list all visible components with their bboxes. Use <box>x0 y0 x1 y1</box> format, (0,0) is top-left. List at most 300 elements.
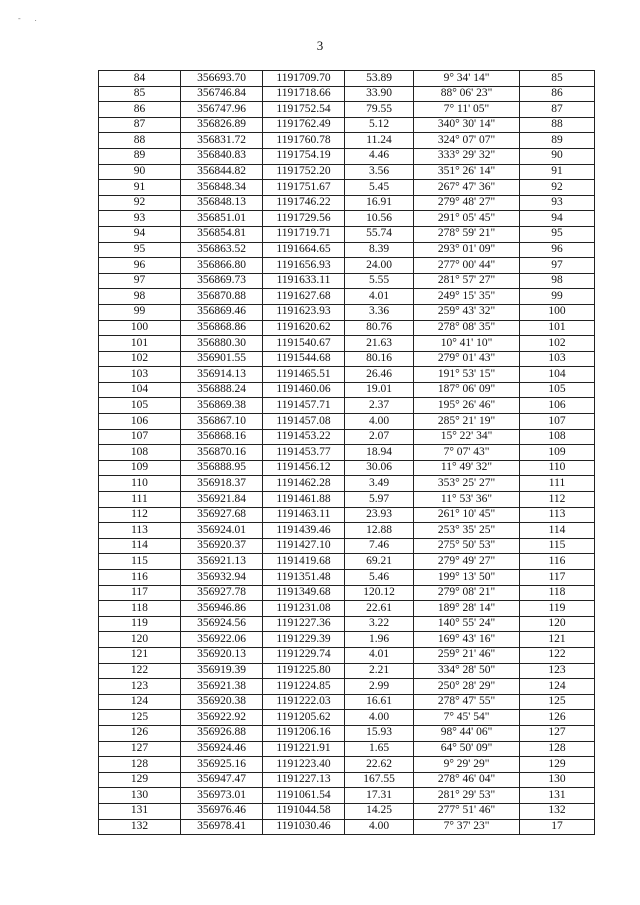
length-cell: 167.55 <box>345 772 414 788</box>
table-row <box>99 445 595 461</box>
x-coordinate-cell: 356747.96 <box>181 102 263 118</box>
y-coordinate-cell: 1191227.13 <box>263 772 345 788</box>
length-cell: 33.90 <box>345 86 414 102</box>
y-coordinate-cell: 1191633.11 <box>263 273 345 289</box>
length-cell: 14.25 <box>345 803 414 819</box>
next-point-cell: 131 <box>520 788 595 804</box>
bearing-cell: 88° 06' 23" <box>414 86 520 102</box>
table-row <box>99 585 595 601</box>
x-coordinate-cell: 356870.88 <box>181 289 263 305</box>
table-row <box>99 71 595 87</box>
y-coordinate-cell: 1191456.12 <box>263 460 345 476</box>
point-number-cell: 103 <box>99 367 181 383</box>
point-number-cell: 125 <box>99 710 181 726</box>
table-row <box>99 351 595 367</box>
x-coordinate-cell: 356848.34 <box>181 180 263 196</box>
next-point-cell: 105 <box>520 382 595 398</box>
y-coordinate-cell: 1191627.68 <box>263 289 345 305</box>
next-point-cell: 104 <box>520 367 595 383</box>
next-point-cell: 114 <box>520 523 595 539</box>
bearing-cell: 275° 50' 53" <box>414 538 520 554</box>
scan-corner-mark: - . <box>18 14 43 23</box>
table-row <box>99 211 595 227</box>
table-row <box>99 694 595 710</box>
y-coordinate-cell: 1191205.62 <box>263 710 345 726</box>
next-point-cell: 87 <box>520 102 595 118</box>
bearing-cell: 277° 51' 46" <box>414 803 520 819</box>
next-point-cell: 101 <box>520 320 595 336</box>
table-row <box>99 663 595 679</box>
table-row <box>99 320 595 336</box>
bearing-cell: 7° 11' 05" <box>414 102 520 118</box>
x-coordinate-cell: 356870.16 <box>181 445 263 461</box>
y-coordinate-cell: 1191221.91 <box>263 741 345 757</box>
point-number-cell: 108 <box>99 445 181 461</box>
bearing-cell: 169° 43' 16" <box>414 632 520 648</box>
point-number-cell: 130 <box>99 788 181 804</box>
length-cell: 3.56 <box>345 164 414 180</box>
y-coordinate-cell: 1191540.67 <box>263 336 345 352</box>
next-point-cell: 116 <box>520 554 595 570</box>
y-coordinate-cell: 1191718.66 <box>263 86 345 102</box>
next-point-cell: 111 <box>520 476 595 492</box>
x-coordinate-cell: 356926.88 <box>181 725 263 741</box>
next-point-cell: 125 <box>520 694 595 710</box>
next-point-cell: 120 <box>520 616 595 632</box>
length-cell: 7.46 <box>345 538 414 554</box>
y-coordinate-cell: 1191229.39 <box>263 632 345 648</box>
bearing-cell: 277° 00' 44" <box>414 258 520 274</box>
length-cell: 26.46 <box>345 367 414 383</box>
next-point-cell: 94 <box>520 211 595 227</box>
next-point-cell: 123 <box>520 663 595 679</box>
bearing-cell: 140° 55' 24" <box>414 616 520 632</box>
table-row <box>99 226 595 242</box>
table-row <box>99 460 595 476</box>
bearing-cell: 267° 47' 36" <box>414 180 520 196</box>
table-row <box>99 725 595 741</box>
next-point-cell: 110 <box>520 460 595 476</box>
x-coordinate-cell: 356924.56 <box>181 616 263 632</box>
point-number-cell: 106 <box>99 414 181 430</box>
next-point-cell: 118 <box>520 585 595 601</box>
y-coordinate-cell: 1191439.46 <box>263 523 345 539</box>
point-number-cell: 131 <box>99 803 181 819</box>
point-number-cell: 123 <box>99 679 181 695</box>
bearing-cell: 293° 01' 09" <box>414 242 520 258</box>
table-row <box>99 133 595 149</box>
next-point-cell: 127 <box>520 725 595 741</box>
coordinates-table-body <box>99 71 595 835</box>
y-coordinate-cell: 1191462.28 <box>263 476 345 492</box>
x-coordinate-cell: 356868.86 <box>181 320 263 336</box>
y-coordinate-cell: 1191030.46 <box>263 819 345 835</box>
x-coordinate-cell: 356854.81 <box>181 226 263 242</box>
x-coordinate-cell: 356918.37 <box>181 476 263 492</box>
point-number-cell: 107 <box>99 429 181 445</box>
bearing-cell: 279° 49' 27" <box>414 554 520 570</box>
y-coordinate-cell: 1191427.10 <box>263 538 345 554</box>
bearing-cell: 340° 30' 14" <box>414 117 520 133</box>
bearing-cell: 278° 46' 04" <box>414 772 520 788</box>
bearing-cell: 195° 26' 46" <box>414 398 520 414</box>
point-number-cell: 93 <box>99 211 181 227</box>
y-coordinate-cell: 1191453.22 <box>263 429 345 445</box>
y-coordinate-cell: 1191746.22 <box>263 195 345 211</box>
bearing-cell: 189° 28' 14" <box>414 601 520 617</box>
bearing-cell: 7° 45' 54" <box>414 710 520 726</box>
next-point-cell: 109 <box>520 445 595 461</box>
y-coordinate-cell: 1191465.51 <box>263 367 345 383</box>
length-cell: 79.55 <box>345 102 414 118</box>
point-number-cell: 92 <box>99 195 181 211</box>
y-coordinate-cell: 1191457.08 <box>263 414 345 430</box>
next-point-cell: 97 <box>520 258 595 274</box>
x-coordinate-cell: 356880.30 <box>181 336 263 352</box>
point-number-cell: 102 <box>99 351 181 367</box>
length-cell: 55.74 <box>345 226 414 242</box>
coordinates-table <box>98 70 595 835</box>
x-coordinate-cell: 356920.37 <box>181 538 263 554</box>
next-point-cell: 88 <box>520 117 595 133</box>
point-number-cell: 90 <box>99 164 181 180</box>
y-coordinate-cell: 1191229.74 <box>263 647 345 663</box>
bearing-cell: 334° 28' 50" <box>414 663 520 679</box>
y-coordinate-cell: 1191351.48 <box>263 570 345 586</box>
point-number-cell: 126 <box>99 725 181 741</box>
x-coordinate-cell: 356844.82 <box>181 164 263 180</box>
point-number-cell: 97 <box>99 273 181 289</box>
bearing-cell: 9° 34' 14" <box>414 71 520 87</box>
y-coordinate-cell: 1191544.68 <box>263 351 345 367</box>
table-row <box>99 336 595 352</box>
x-coordinate-cell: 356978.41 <box>181 819 263 835</box>
bearing-cell: 279° 08' 21" <box>414 585 520 601</box>
x-coordinate-cell: 356826.89 <box>181 117 263 133</box>
x-coordinate-cell: 356863.52 <box>181 242 263 258</box>
point-number-cell: 87 <box>99 117 181 133</box>
table-row <box>99 242 595 258</box>
bearing-cell: 253° 35' 25" <box>414 523 520 539</box>
table-row <box>99 476 595 492</box>
table-row <box>99 741 595 757</box>
table-row <box>99 289 595 305</box>
x-coordinate-cell: 356867.10 <box>181 414 263 430</box>
length-cell: 10.56 <box>345 211 414 227</box>
bearing-cell: 333° 29' 32" <box>414 148 520 164</box>
next-point-cell: 132 <box>520 803 595 819</box>
point-number-cell: 94 <box>99 226 181 242</box>
y-coordinate-cell: 1191225.80 <box>263 663 345 679</box>
point-number-cell: 111 <box>99 492 181 508</box>
point-number-cell: 104 <box>99 382 181 398</box>
x-coordinate-cell: 356932.94 <box>181 570 263 586</box>
next-point-cell: 95 <box>520 226 595 242</box>
y-coordinate-cell: 1191206.16 <box>263 725 345 741</box>
next-point-cell: 85 <box>520 71 595 87</box>
next-point-cell: 103 <box>520 351 595 367</box>
y-coordinate-cell: 1191044.58 <box>263 803 345 819</box>
length-cell: 24.00 <box>345 258 414 274</box>
y-coordinate-cell: 1191457.71 <box>263 398 345 414</box>
length-cell: 30.06 <box>345 460 414 476</box>
next-point-cell: 115 <box>520 538 595 554</box>
y-coordinate-cell: 1191349.68 <box>263 585 345 601</box>
bearing-cell: 249° 15' 35" <box>414 289 520 305</box>
next-point-cell: 119 <box>520 601 595 617</box>
bearing-cell: 261° 10' 45" <box>414 507 520 523</box>
x-coordinate-cell: 356869.46 <box>181 304 263 320</box>
table-row <box>99 616 595 632</box>
next-point-cell: 108 <box>520 429 595 445</box>
length-cell: 8.39 <box>345 242 414 258</box>
point-number-cell: 84 <box>99 71 181 87</box>
length-cell: 120.12 <box>345 585 414 601</box>
x-coordinate-cell: 356920.13 <box>181 647 263 663</box>
point-number-cell: 91 <box>99 180 181 196</box>
point-number-cell: 109 <box>99 460 181 476</box>
x-coordinate-cell: 356925.16 <box>181 757 263 773</box>
point-number-cell: 105 <box>99 398 181 414</box>
x-coordinate-cell: 356851.01 <box>181 211 263 227</box>
length-cell: 5.55 <box>345 273 414 289</box>
next-point-cell: 100 <box>520 304 595 320</box>
y-coordinate-cell: 1191453.77 <box>263 445 345 461</box>
bearing-cell: 278° 59' 21" <box>414 226 520 242</box>
bearing-cell: 291° 05' 45" <box>414 211 520 227</box>
length-cell: 4.00 <box>345 710 414 726</box>
x-coordinate-cell: 356921.84 <box>181 492 263 508</box>
table-row <box>99 507 595 523</box>
point-number-cell: 98 <box>99 289 181 305</box>
length-cell: 3.22 <box>345 616 414 632</box>
x-coordinate-cell: 356927.78 <box>181 585 263 601</box>
point-number-cell: 116 <box>99 570 181 586</box>
x-coordinate-cell: 356927.68 <box>181 507 263 523</box>
next-point-cell: 91 <box>520 164 595 180</box>
x-coordinate-cell: 356973.01 <box>181 788 263 804</box>
x-coordinate-cell: 356921.38 <box>181 679 263 695</box>
y-coordinate-cell: 1191463.11 <box>263 507 345 523</box>
y-coordinate-cell: 1191460.06 <box>263 382 345 398</box>
table-row <box>99 710 595 726</box>
length-cell: 22.61 <box>345 601 414 617</box>
bearing-cell: 279° 01' 43" <box>414 351 520 367</box>
next-point-cell: 17 <box>520 819 595 835</box>
table-row <box>99 554 595 570</box>
table-row <box>99 304 595 320</box>
x-coordinate-cell: 356919.39 <box>181 663 263 679</box>
table-row <box>99 414 595 430</box>
next-point-cell: 107 <box>520 414 595 430</box>
table-row <box>99 180 595 196</box>
point-number-cell: 120 <box>99 632 181 648</box>
y-coordinate-cell: 1191061.54 <box>263 788 345 804</box>
table-row <box>99 679 595 695</box>
next-point-cell: 106 <box>520 398 595 414</box>
point-number-cell: 95 <box>99 242 181 258</box>
bearing-cell: 285° 21' 19" <box>414 414 520 430</box>
x-coordinate-cell: 356922.92 <box>181 710 263 726</box>
bearing-cell: 278° 08' 35" <box>414 320 520 336</box>
y-coordinate-cell: 1191224.85 <box>263 679 345 695</box>
length-cell: 18.94 <box>345 445 414 461</box>
bearing-cell: 353° 25' 27" <box>414 476 520 492</box>
x-coordinate-cell: 356947.47 <box>181 772 263 788</box>
bearing-cell: 199° 13' 50" <box>414 570 520 586</box>
y-coordinate-cell: 1191222.03 <box>263 694 345 710</box>
point-number-cell: 88 <box>99 133 181 149</box>
point-number-cell: 89 <box>99 148 181 164</box>
point-number-cell: 112 <box>99 507 181 523</box>
y-coordinate-cell: 1191752.20 <box>263 164 345 180</box>
point-number-cell: 96 <box>99 258 181 274</box>
table-row <box>99 788 595 804</box>
bearing-cell: 324° 07' 07" <box>414 133 520 149</box>
x-coordinate-cell: 356888.95 <box>181 460 263 476</box>
x-coordinate-cell: 356869.73 <box>181 273 263 289</box>
x-coordinate-cell: 356920.38 <box>181 694 263 710</box>
bearing-cell: 250° 28' 29" <box>414 679 520 695</box>
x-coordinate-cell: 356848.13 <box>181 195 263 211</box>
point-number-cell: 132 <box>99 819 181 835</box>
length-cell: 12.88 <box>345 523 414 539</box>
length-cell: 80.16 <box>345 351 414 367</box>
table-row <box>99 819 595 835</box>
bearing-cell: 64° 50' 09" <box>414 741 520 757</box>
bearing-cell: 191° 53' 15" <box>414 367 520 383</box>
bearing-cell: 279° 48' 27" <box>414 195 520 211</box>
table-row <box>99 164 595 180</box>
length-cell: 5.45 <box>345 180 414 196</box>
length-cell: 17.31 <box>345 788 414 804</box>
length-cell: 4.00 <box>345 414 414 430</box>
y-coordinate-cell: 1191754.19 <box>263 148 345 164</box>
next-point-cell: 126 <box>520 710 595 726</box>
length-cell: 4.00 <box>345 819 414 835</box>
next-point-cell: 98 <box>520 273 595 289</box>
next-point-cell: 86 <box>520 86 595 102</box>
length-cell: 4.01 <box>345 289 414 305</box>
x-coordinate-cell: 356831.72 <box>181 133 263 149</box>
y-coordinate-cell: 1191751.67 <box>263 180 345 196</box>
point-number-cell: 122 <box>99 663 181 679</box>
point-number-cell: 117 <box>99 585 181 601</box>
bearing-cell: 351° 26' 14" <box>414 164 520 180</box>
bearing-cell: 259° 43' 32" <box>414 304 520 320</box>
length-cell: 4.01 <box>345 647 414 663</box>
x-coordinate-cell: 356924.46 <box>181 741 263 757</box>
table-row <box>99 258 595 274</box>
length-cell: 22.62 <box>345 757 414 773</box>
point-number-cell: 121 <box>99 647 181 663</box>
point-number-cell: 119 <box>99 616 181 632</box>
length-cell: 5.97 <box>345 492 414 508</box>
length-cell: 5.12 <box>345 117 414 133</box>
bearing-cell: 281° 29' 53" <box>414 788 520 804</box>
length-cell: 16.91 <box>345 195 414 211</box>
table-row <box>99 538 595 554</box>
length-cell: 2.37 <box>345 398 414 414</box>
next-point-cell: 130 <box>520 772 595 788</box>
table-row <box>99 102 595 118</box>
length-cell: 1.96 <box>345 632 414 648</box>
table-row <box>99 803 595 819</box>
table-row <box>99 86 595 102</box>
y-coordinate-cell: 1191227.36 <box>263 616 345 632</box>
table-row <box>99 601 595 617</box>
length-cell: 3.36 <box>345 304 414 320</box>
next-point-cell: 112 <box>520 492 595 508</box>
table-row <box>99 273 595 289</box>
bearing-cell: 11° 53' 36" <box>414 492 520 508</box>
table-row <box>99 429 595 445</box>
y-coordinate-cell: 1191719.71 <box>263 226 345 242</box>
table-row <box>99 632 595 648</box>
length-cell: 53.89 <box>345 71 414 87</box>
table-row <box>99 523 595 539</box>
bearing-cell: 11° 49' 32" <box>414 460 520 476</box>
length-cell: 69.21 <box>345 554 414 570</box>
y-coordinate-cell: 1191623.93 <box>263 304 345 320</box>
length-cell: 23.93 <box>345 507 414 523</box>
next-point-cell: 124 <box>520 679 595 695</box>
table-row <box>99 757 595 773</box>
length-cell: 2.99 <box>345 679 414 695</box>
table-row <box>99 148 595 164</box>
y-coordinate-cell: 1191419.68 <box>263 554 345 570</box>
length-cell: 19.01 <box>345 382 414 398</box>
y-coordinate-cell: 1191760.78 <box>263 133 345 149</box>
y-coordinate-cell: 1191729.56 <box>263 211 345 227</box>
next-point-cell: 117 <box>520 570 595 586</box>
y-coordinate-cell: 1191461.88 <box>263 492 345 508</box>
x-coordinate-cell: 356868.16 <box>181 429 263 445</box>
y-coordinate-cell: 1191752.54 <box>263 102 345 118</box>
table-row <box>99 367 595 383</box>
y-coordinate-cell: 1191762.49 <box>263 117 345 133</box>
length-cell: 4.46 <box>345 148 414 164</box>
next-point-cell: 89 <box>520 133 595 149</box>
bearing-cell: 9° 29' 29" <box>414 757 520 773</box>
point-number-cell: 118 <box>99 601 181 617</box>
next-point-cell: 122 <box>520 647 595 663</box>
point-number-cell: 101 <box>99 336 181 352</box>
point-number-cell: 85 <box>99 86 181 102</box>
table-row <box>99 195 595 211</box>
length-cell: 3.49 <box>345 476 414 492</box>
point-number-cell: 99 <box>99 304 181 320</box>
x-coordinate-cell: 356901.55 <box>181 351 263 367</box>
x-coordinate-cell: 356922.06 <box>181 632 263 648</box>
table-row <box>99 772 595 788</box>
y-coordinate-cell: 1191620.62 <box>263 320 345 336</box>
table-row <box>99 117 595 133</box>
point-number-cell: 110 <box>99 476 181 492</box>
bearing-cell: 15° 22' 34" <box>414 429 520 445</box>
length-cell: 5.46 <box>345 570 414 586</box>
next-point-cell: 102 <box>520 336 595 352</box>
x-coordinate-cell: 356746.84 <box>181 86 263 102</box>
x-coordinate-cell: 356946.86 <box>181 601 263 617</box>
table-row <box>99 647 595 663</box>
length-cell: 16.61 <box>345 694 414 710</box>
table-row <box>99 570 595 586</box>
length-cell: 2.07 <box>345 429 414 445</box>
next-point-cell: 128 <box>520 741 595 757</box>
table-row <box>99 492 595 508</box>
point-number-cell: 113 <box>99 523 181 539</box>
